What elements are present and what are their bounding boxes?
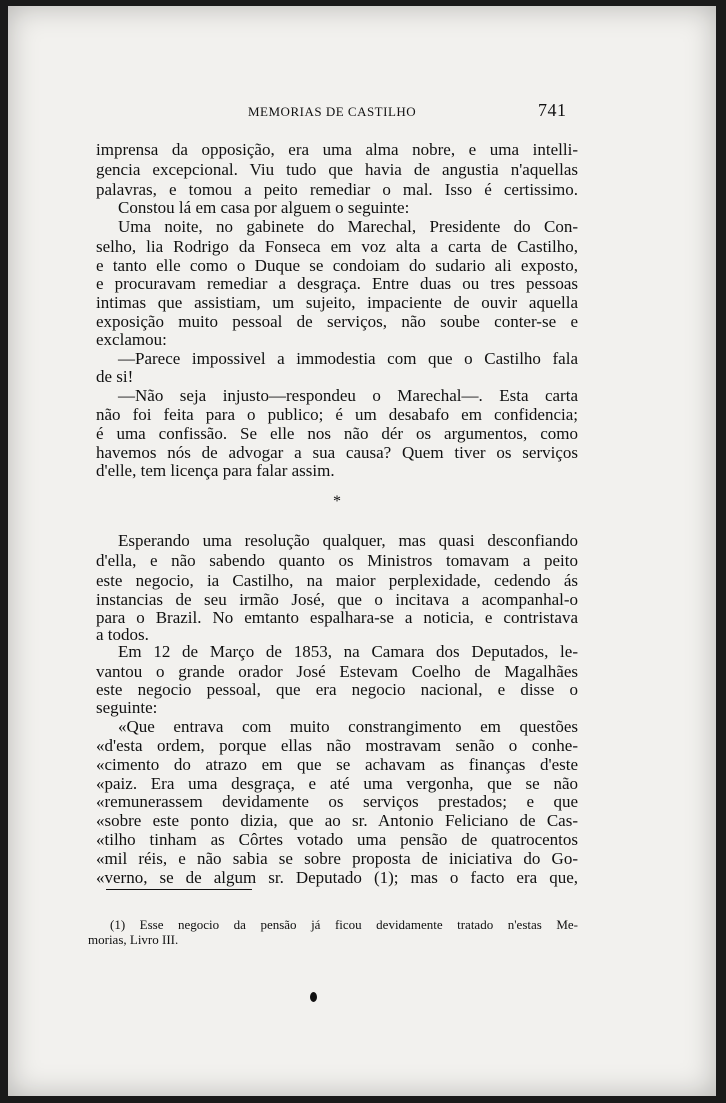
text-line: e tanto elle como o Duque se condoiam do sudario ali exposto, xyxy=(96,256,578,275)
text-line: gencia excepcional. Viu tudo que havia de angustia n'aquellas xyxy=(96,160,578,179)
text-line: —Parece impossivel a immodestia com que o Castilho fala xyxy=(118,349,578,368)
section-separator: * xyxy=(333,493,341,510)
text-line: é uma confissão. Se elle nos não dér os argumentos, como xyxy=(96,424,578,443)
text-line: Esperando uma resolução qualquer, mas quasi desconfiando xyxy=(118,531,578,550)
text-line: «sobre este ponto dizia, que ao sr. Antonio Feliciano de Cas- xyxy=(96,811,578,830)
text-line: não foi feita para o publico; é um desabafo em confidencia; xyxy=(96,405,578,424)
book-page xyxy=(8,6,716,1096)
text-line: «remunerassem devidamente os serviços prestados; e que xyxy=(96,792,578,811)
text-line: «cimento do atrazo em que se achavam as finanças d'este xyxy=(96,755,578,774)
running-header xyxy=(8,102,716,122)
text-line: exposição muito pessoal de serviços, não soube conter-se e xyxy=(96,312,578,331)
text-line: seguinte: xyxy=(96,698,158,717)
text-line: «tilho tinham as Côrtes votado uma pensão de quatrocentos xyxy=(96,830,578,849)
text-line: este negocio, ia Castilho, na maior perplexidade, cedendo ás xyxy=(96,571,578,590)
text-line: este negocio pessoal, que era negocio nacional, e disse o xyxy=(96,680,578,699)
ink-spot xyxy=(310,992,317,1002)
text-line: de si! xyxy=(96,367,134,386)
text-line: «Que entrava com muito constrangimento em questões xyxy=(118,717,578,736)
text-line: e procuravam remediar a desgraça. Entre duas ou tres pessoas xyxy=(96,274,578,293)
text-line: —Não seja injusto—respondeu o Marechal—. Esta carta xyxy=(118,386,578,405)
text-line: Uma noite, no gabinete do Marechal, Presidente do Con- xyxy=(118,217,578,236)
text-line: intimas que assistiam, um sujeito, impaciente de ouvir aquella xyxy=(96,293,578,312)
text-line: a todos. xyxy=(96,625,149,644)
text-line: «paiz. Era uma desgraça, e até uma vergonha, que se não xyxy=(96,774,578,793)
text-line: «d'esta ordem, porque ellas não mostravam senão o conhe- xyxy=(96,736,578,755)
text-line: «mil réis, e não sabia se sobre proposta de iniciativa do Go- xyxy=(96,849,578,868)
text-line: imprensa da opposição, era uma alma nobre, e uma intelli- xyxy=(96,140,578,159)
running-title: MEMORIAS DE CASTILHO xyxy=(248,104,417,119)
footnote-line: (1) Esse negocio da pensão já ficou devidamente tratado n'estas Me- xyxy=(110,917,578,932)
text-line: «verno, se de algum sr. Deputado (1); mas o facto era que, xyxy=(96,868,578,887)
text-line: para o Brazil. No emtanto espalhara-se a noticia, e contristava xyxy=(96,608,578,627)
page-number: 741 xyxy=(538,100,567,120)
text-line: exclamou: xyxy=(96,330,167,349)
text-line: vantou o grande orador José Estevam Coelho de Magalhães xyxy=(96,662,578,681)
text-line: instancias de seu irmão José, que o incitava a acompanhal-o xyxy=(96,590,578,609)
text-line: palavras, e tomou a peito remediar o mal. Isso é certissimo. xyxy=(96,180,578,199)
footnote-line: morias, Livro III. xyxy=(88,932,179,947)
footnote-rule xyxy=(106,889,252,890)
text-line: d'elle, tem licença para falar assim. xyxy=(96,461,335,480)
text-line: havemos nós de advogar a sua causa? Quem tiver os serviços xyxy=(96,443,578,462)
text-line: selho, lia Rodrigo da Fonseca em voz alta a carta de Castilho, xyxy=(96,237,578,256)
text-line: Em 12 de Março de 1853, na Camara dos Deputados, le- xyxy=(118,642,578,661)
text-line: Constou lá em casa por alguem o seguinte: xyxy=(118,198,410,217)
text-line: d'ella, e não sabendo quanto os Ministros tomavam a peito xyxy=(96,551,578,570)
